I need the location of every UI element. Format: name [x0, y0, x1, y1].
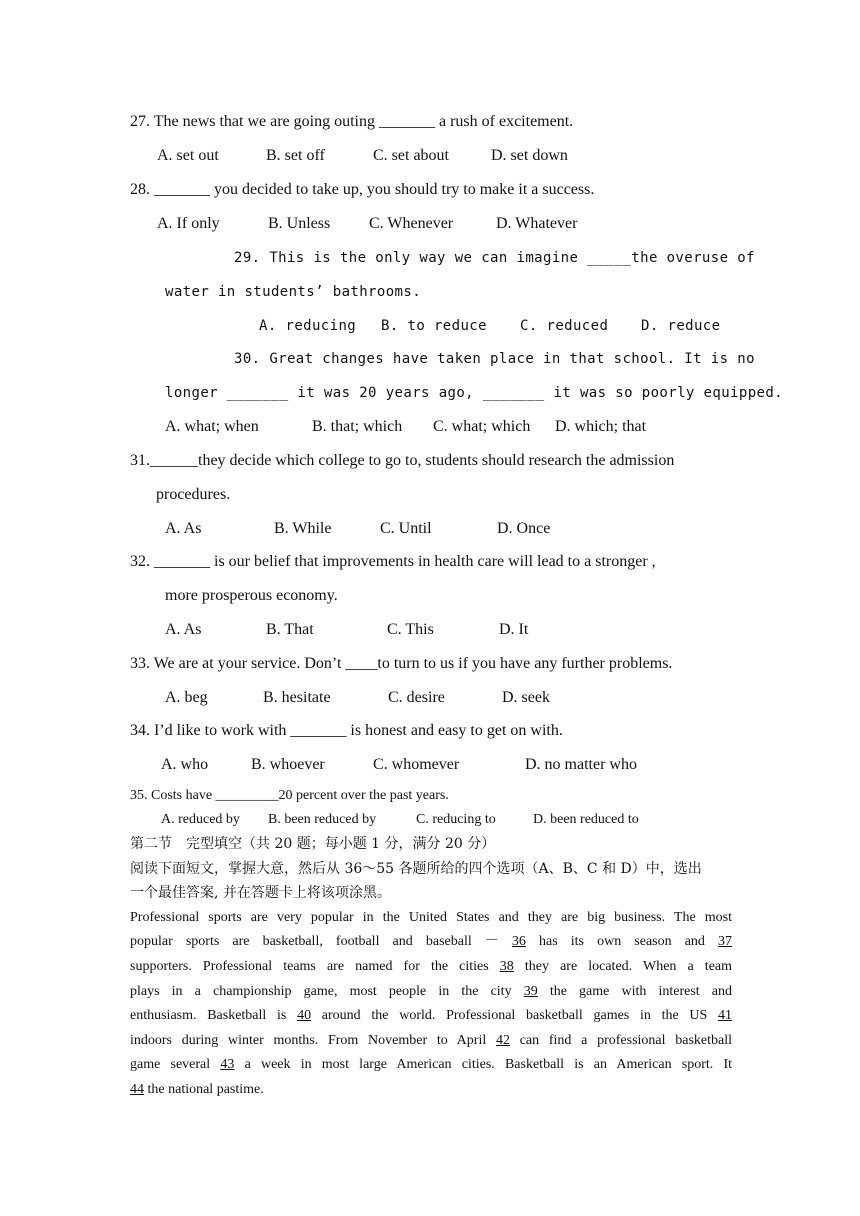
- option-d: D. reduce: [641, 318, 721, 334]
- passage-text: the game with interest and: [549, 984, 733, 999]
- question-29-stem-line2: water in students’ bathrooms.: [165, 284, 422, 300]
- passage-text: American cities. Basketball is an American sport. It: [396, 1057, 733, 1072]
- option-c: C. what; which: [433, 418, 531, 435]
- option-b: B. Unless: [268, 215, 331, 232]
- passage-text: game several: [130, 1057, 211, 1072]
- passage-line: [130, 1055, 732, 1075]
- option-b: B. set off: [266, 147, 325, 164]
- passage-line: [130, 982, 732, 1002]
- question-30-stem-line1: 30. Great changes have taken place in that school. It is no: [234, 351, 755, 367]
- option-d: D. set down: [491, 147, 568, 164]
- option-b: B. While: [274, 520, 332, 537]
- option-a: A. beg: [165, 689, 208, 706]
- question-33-stem: 33. We are at your service. Don’t ____to turn to us if you have any further problems.: [130, 655, 673, 672]
- option-d: D. been reduced to: [533, 812, 639, 827]
- passage-text: around the world. Professional basketball games in the US: [321, 1008, 708, 1023]
- passage-line: [130, 932, 732, 952]
- passage-text: has its own season and: [539, 934, 705, 949]
- option-a: A. what; when: [165, 418, 259, 435]
- question-34-stem: 34. I’d like to work with _______ is honest and easy to get on with.: [130, 722, 563, 739]
- option-d: D. Once: [497, 520, 551, 537]
- question-31-stem-line2: procedures.: [156, 486, 231, 503]
- blank-41: 41: [718, 1008, 732, 1023]
- option-a: A. As: [165, 621, 202, 638]
- blank-42: 42: [495, 1033, 510, 1048]
- option-a: A. who: [161, 756, 209, 773]
- question-31-stem-line1: 31.______they decide which college to go to, students should research the admission: [130, 452, 675, 469]
- option-c: C. Whenever: [369, 215, 454, 232]
- passage-line: [130, 1006, 732, 1026]
- option-c: C. Until: [380, 520, 432, 537]
- option-d: D. It: [499, 621, 529, 638]
- question-29-stem-line1: 29. This is the only way we can imagine _____the overuse of: [234, 250, 755, 266]
- passage-text: can find a professional basketball: [519, 1033, 732, 1048]
- option-a: A. reduced by: [161, 812, 240, 827]
- passage-text: plays in a championship game, most people in the city: [130, 984, 512, 999]
- question-30-stem-line2: longer _______ it was 20 years ago, _______ it was so poorly equipped.: [165, 385, 784, 401]
- option-a: A. reducing: [259, 318, 357, 334]
- passage-line: [130, 957, 732, 977]
- option-b: B. to reduce: [381, 318, 487, 334]
- passage-text: Professional sports are very popular in the United States and they are big business. The most: [130, 910, 732, 925]
- blank-43: 43: [220, 1057, 235, 1072]
- option-c: C. desire: [388, 689, 445, 706]
- option-c: C. reducing to: [416, 812, 496, 827]
- passage-line: [130, 1031, 732, 1051]
- option-c: C. This: [387, 621, 434, 638]
- option-b: B. been reduced by: [268, 812, 377, 827]
- option-d: D. seek: [502, 689, 550, 706]
- option-d: D. no matter who: [525, 756, 637, 773]
- question-27-stem: 27. The news that we are going outing _______ a rush of excitement.: [130, 113, 574, 130]
- passage-line: [130, 1080, 732, 1100]
- question-32-stem-line2: more prosperous economy.: [165, 587, 338, 604]
- passage-text: supporters. Professional teams are named for the cities: [130, 959, 489, 974]
- question-35-stem: 35. Costs have _________20 percent over the past years.: [130, 788, 449, 803]
- option-c: C. set about: [373, 147, 449, 164]
- passage-line: [130, 908, 732, 928]
- section-instruction-line1: 阅读下面短文，掌握大意，然后从 36～55 各题所给的四个选项（A、B、C 和 D）中，选出: [130, 861, 702, 877]
- passage-text: the national pastime.: [147, 1082, 264, 1097]
- blank-38: 38: [499, 959, 514, 974]
- option-b: B. That: [266, 621, 314, 638]
- blank-36: 36: [511, 934, 526, 949]
- option-b: B. that; which: [312, 418, 403, 435]
- option-b: B. hesitate: [263, 689, 331, 706]
- section-heading: 第二节 完型填空（共 20 题；每小题 1 分，满分 20 分）: [130, 836, 496, 852]
- option-c: C. whomever: [373, 756, 460, 773]
- passage-text: a week in most large: [244, 1057, 387, 1072]
- passage-text: popular sports are basketball, football and baseball －: [130, 934, 499, 949]
- option-d: D. Whatever: [496, 215, 578, 232]
- section-instruction-line2: 一个最佳答案, 并在答题卡上将该项涂黑。: [130, 885, 391, 901]
- blank-40: 40: [297, 1008, 312, 1023]
- option-c: C. reduced: [520, 318, 609, 334]
- option-a: A. set out: [157, 147, 219, 164]
- option-a: A. As: [165, 520, 202, 537]
- passage-text: indoors during winter months. From November to April: [130, 1033, 487, 1048]
- blank-39: 39: [523, 984, 538, 999]
- blank-44: 44: [130, 1082, 144, 1097]
- passage-text: they are located. When a team: [524, 959, 733, 974]
- blank-37: 37: [718, 934, 733, 949]
- option-b: B. whoever: [251, 756, 325, 773]
- option-d: D. which; that: [555, 418, 647, 435]
- question-32-stem-line1: 32. _______ is our belief that improvements in health care will lead to a stronger ,: [130, 553, 656, 570]
- question-28-stem: 28. _______ you decided to take up, you should try to make it a success.: [130, 181, 595, 198]
- passage-text: enthusiasm. Basketball is: [130, 1008, 287, 1023]
- option-a: A. If only: [157, 215, 220, 232]
